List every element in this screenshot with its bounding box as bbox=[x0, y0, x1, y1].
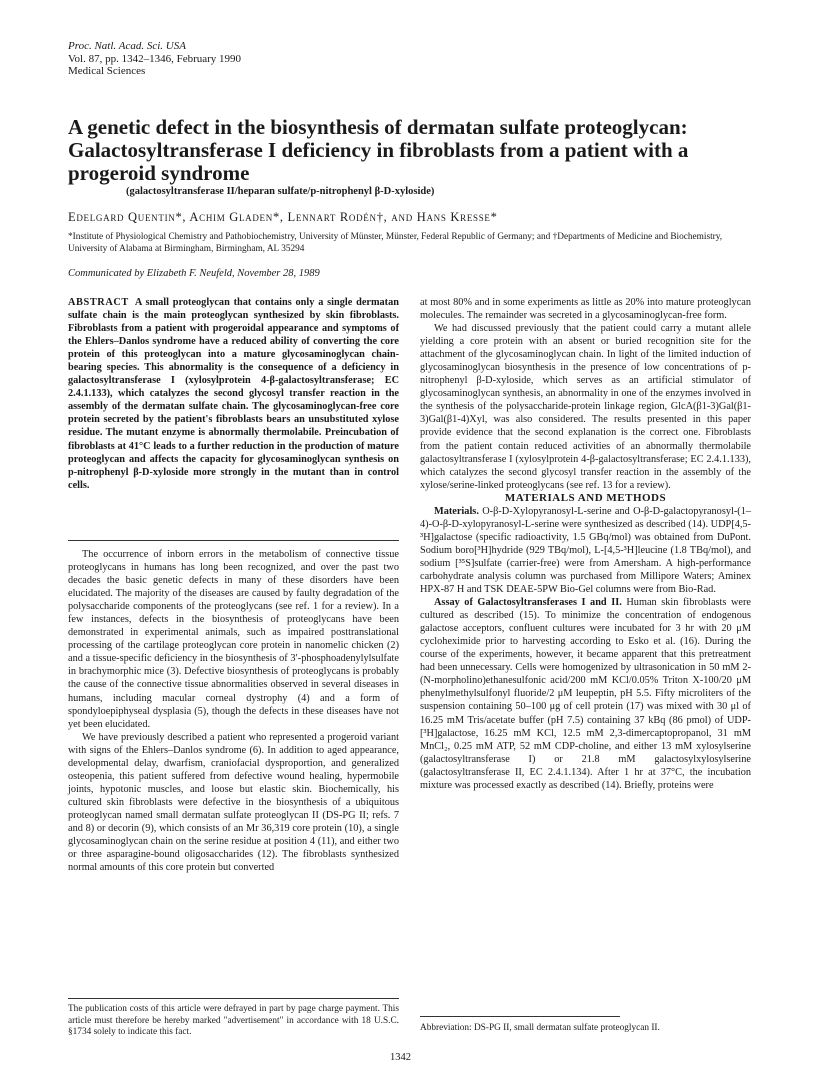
abstract-divider bbox=[68, 540, 399, 541]
materials-paragraph bbox=[420, 505, 751, 596]
abbreviation-footnote: Abbreviation: DS-PG II, small dermatan sulfate proteoglycan II. bbox=[420, 1023, 660, 1033]
affiliation: *Institute of Physiological Chemistry and Pathobiochemistry, University of Münster, Münster, Federal Republic of Germany; and †Departments of Medicine and Biochemistry, University of Alabama at Birmingham, Birmingham, AL 35294 bbox=[68, 232, 723, 254]
article-title: A genetic defect in the biosynthesis of dermatan sulfate proteoglycan: Galactosyltransferase I deficiency in fibroblasts from a patient with a progeroid syndrome bbox=[68, 115, 689, 185]
assay-label: Assay of Galactosyltransferases I and II. bbox=[434, 597, 622, 609]
authors: Edelgard Quentin*, Achim Gladen*, Lennart Rodén†, and Hans Kresse* bbox=[68, 210, 498, 224]
abstract-label: ABSTRACT bbox=[68, 297, 129, 308]
assay-paragraph bbox=[420, 596, 751, 792]
materials-text: O-β-D-Xylopyranosyl-L-serine and O-β-D-galactopyranosyl-(1–4)-O-β-D-xylopyranosyl-L-serine were synthesized as described (14). UDP[4,5-³H]galactose (specific radioactivity, 1.5 GBq/mol) was obtained from DuPont. Sodium boro[³H]hydride (929 TBq/mol), L-[4,5-³H]leucine (1.8 TBq/mol), and sodium [³⁵S]sulfate (carrier-free) were from Amersham. A high-performance carbohydrate analysis column was purchased from Millipore Waters; Aminex HPX-87 H and TSK DEAE-5PW Bio-Gel columns were from Bio-Rad. bbox=[420, 505, 751, 596]
right-paragraph-2: We had discussed previously that the patient could carry a mutant allele yielding a core protein with an absent or buried recognition site for the attachment of the glycosaminoglycan chain. In light of the limited induction of glycosaminoglycan biosynthesis in the presence of low concentrations of p-nitrophenyl β-D-xyloside, which serves as an artificial stimulator of glycosaminoglycan synthesis, an abnormality in one of the enzymes involved in the synthesis of the polysaccharide-protein linkage region, GlcA(β1-3)Gal(β1-3)Gal(β1-4)Xyl, was also considered. The results presented in this paper provide evidence that the second explanation is the correct one. Fibroblasts from the patient contain reduced activities of an abnormally thermolabile galactosyltransferase I (xylosylprotein 4-β-galactosyltransferase; EC 2.4.1.133), which catalyzes the second glycosyl transfer reaction in the assembly of the xylose/serine-linked proteoglycans (see ref. 13 for a review). bbox=[420, 323, 751, 491]
assay-text: Human skin fibroblasts were cultured as described (15). To minimize the concentration of endogenous galactose acceptors, confluent cultures were incubated for 3 hr with 20 μM cycloheximide prior to harvesting according to Esko et al. (16). During the course of the experiments, however, it became apparent that this pretreatment had been unnecessary. Cells were homogenized by ultrasonication in 50 mM 2-(N-morpholino)ethanesulfonic acid/200 mM KCl/0.05% Triton X-100/20 μM phenylmethylsulfonyl fluoride/2 μM leupeptin, pH 5.5. Fifty microliters of the suspension containing 50–100 μg of cell protein (17) was mixed with 30 μl of 16.25 mM Tris/acetate buffer (pH 7.5) containing 37 kBq (86 pmol) of UDP-[³H]galactose, 16.25 mM KCl, 12.5 mM 2,3-dimercaptopropanol, 31 mM MnCl₂, 0.25 mM ATP, 52 mM CDP-choline, and either 13 mM xylosylserine (galactosyltransferase I) or 21.8 mM galactosylxylosylserine (galactosyltransferase II, EC 2.4.1.134). After 1 hr at 37°C, the incubation mixture was processed exactly as described (14). Briefly, proteins were bbox=[420, 597, 751, 791]
footnote-divider bbox=[68, 998, 399, 999]
right-column bbox=[420, 296, 751, 792]
introduction bbox=[68, 548, 399, 874]
journal-header bbox=[68, 40, 241, 78]
materials-label: Materials. bbox=[434, 505, 479, 517]
intro-paragraph-2: We have previously described a patient who represented a progeroid variant with signs of the Ehlers–Danlos syndrome (6). In addition to aged appearance, developmental delay, dwarfism, craniofacial dysproportion, and generalized osteopenia, this patient suffered from defective wound healing, hypermobile joints, hypotonic muscles, and loose but elastic skin. Biochemically, his cultured skin fibroblasts were defective in the biosynthesis of a ubiquitous proteoglycan named small dermatan sulfate proteoglycan II (DS-PG II; refs. 7 and 8) or decorin (9), which consists of an Mr 36,319 core protein (10), a single glycosaminoglycan chain on the serine residue at position 4 (11), and either two or three asparagine-bound oligosaccharides (12). The fibroblasts synthesized normal amounts of this core protein but converted bbox=[68, 731, 399, 874]
right-paragraph-1: at most 80% and in some experiments as little as 20% into mature proteoglycan molecules. The remainder was secreted in a glycosaminoglycan-free form. bbox=[420, 297, 751, 322]
journal-name: Proc. Natl. Acad. Sci. USA bbox=[68, 40, 186, 52]
abstract-text: A small proteoglycan that contains only a single dermatan sulfate chain is the main proteoglycan synthesized by skin fibroblasts. Fibroblasts from a patient with progeroidal appearance and symptoms of the Ehlers–Danlos syndrome have a reduced ability of converting the core protein of this proteoglycan into a mature glycosaminoglycan chain-bearing species. This abnormality is the consequence of a deficiency in galactosyltransferase I (xylosylprotein 4-β-galactosyltransferase; EC 2.4.1.133), which catalyzes the second glycosyl transfer reaction in the assembly of the dermatan sulfate chain. The glycosaminoglycan-free core protein secreted by the patient's fibroblasts bears an unsubstituted xylose residue. The mutant enzyme is abnormally thermolabile. Preincubation of fibroblasts at 41°C leads to a further reduction in the production of mature proteoglycan and affects the capacity for glycosaminoglycan synthesis on p-nitrophenyl β-D-xyloside more strongly in the mutant than in control cells. bbox=[68, 297, 399, 491]
abbreviation-divider bbox=[420, 1016, 620, 1017]
abstract bbox=[68, 296, 399, 492]
publication-footnote: The publication costs of this article were defrayed in part by page charge payment. This article must therefore be hereby marked "advertisement" in accordance with 18 U.S.C. §1734 solely to indicate this fact. bbox=[68, 1004, 399, 1037]
journal-volume: Vol. 87, pp. 1342–1346, February 1990 bbox=[68, 52, 242, 65]
section-heading-materials-methods: MATERIALS AND METHODS bbox=[504, 491, 667, 504]
intro-paragraph-1: The occurrence of inborn errors in the metabolism of connective tissue proteoglycans in humans has long been recognized, and over the past two decades the basic genetic defects in many of these disorders have been elucidated. The majority of the diseases are caused by faulty degradation of the polysaccharide components of the proteoglycans (see ref. 1 for a review). In a few instances, defects in the biosynthesis of proteoglycans have been demonstrated in experimental animals, such as impaired posttranslational processing of the cartilage proteoglycan core protein in nanomelic chicken (2) and a tissue-specific deficiency in the biosynthesis of 3′-phosphoadenylylsulfate in brachymorphic mice (3). Defective biosynthesis of proteoglycans is probably the cause of the connective tissue abnormalities observed in several diseases in humans, including macular corneal dystrophy (4) and a form of spondyloepiphyseal dysplasia (5), though the defects in these diseases have not yet been elucidated. bbox=[68, 549, 399, 730]
communicated-by: Communicated by Elizabeth F. Neufeld, November 28, 1989 bbox=[68, 268, 320, 279]
page-number: 1342 bbox=[390, 1052, 411, 1063]
journal-section: Medical Sciences bbox=[68, 65, 146, 77]
keywords: (galactosyltransferase II/heparan sulfate/p-nitrophenyl β-D-xyloside) bbox=[126, 186, 435, 197]
